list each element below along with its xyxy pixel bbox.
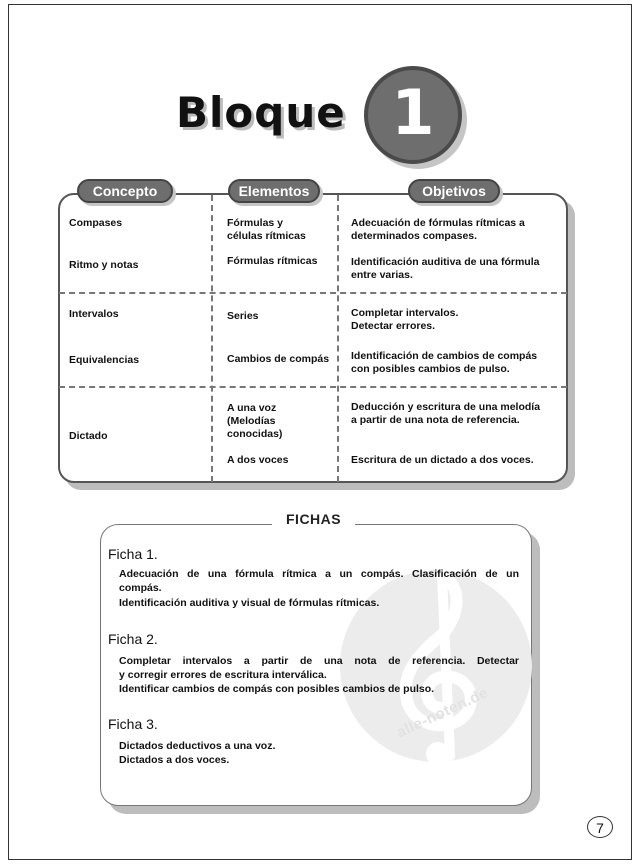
block-number-badge — [364, 66, 462, 164]
header-elementos: Elementos — [228, 179, 320, 203]
concepto-cell: Dictado — [69, 430, 108, 442]
objetivos-cell: Identificación de cambios de compás con posibles cambios de pulso. — [351, 350, 538, 375]
objetivos-cell: Completar intervalos. Detectar errores. — [351, 307, 459, 332]
objetivos-cell: Escritura de un dictado a dos voces. — [351, 454, 534, 466]
row-divider — [59, 386, 567, 388]
column-divider — [211, 195, 213, 482]
page-number: 7 — [587, 816, 613, 838]
concepto-cell: Intervalos — [69, 308, 119, 320]
ficha-heading: Ficha 3. — [108, 716, 158, 732]
watermark-text: alle-noten.de — [394, 684, 491, 742]
ficha-line: Dictados deductivos a una voz. — [119, 740, 276, 752]
ficha-line: Identificar cambios de compás con posibles cambios de pulso. — [119, 683, 435, 695]
ficha-line: Completar intervalos a partir de una nota de referencia. Detectar — [119, 655, 519, 667]
row-divider — [59, 292, 567, 294]
concepto-cell: Compases — [69, 217, 123, 229]
objetivos-cell: Adecuación de fórmulas rítmicas a determinados compases. — [351, 217, 525, 242]
page-title: Bloque — [176, 88, 346, 137]
column-divider — [337, 195, 339, 482]
ficha-line: Adecuación de una fórmula rítmica a un compás. Clasificación de un — [119, 568, 519, 580]
elementos-cell: Cambios de compás — [227, 353, 330, 365]
elementos-cell: Fórmulas y células rítmicas — [227, 217, 306, 242]
ficha-heading: Ficha 1. — [108, 546, 158, 562]
ficha-line: Identificación auditiva y visual de fórmulas rítmicas. — [119, 597, 380, 609]
header-objetivos: Objetivos — [408, 179, 500, 203]
elementos-cell: A dos voces — [227, 454, 289, 466]
objetivos-cell: Deducción y escritura de una melodía a partir de una nota de referencia. — [351, 401, 541, 426]
elementos-cell: A una voz (Melodías conocidas) — [227, 402, 283, 440]
ficha-heading: Ficha 2. — [108, 631, 158, 647]
elementos-cell: Fórmulas rítmicas — [227, 255, 318, 267]
concepto-cell: Equivalencias — [69, 354, 140, 366]
ficha-line: compás. — [119, 582, 162, 594]
block-number: 1 — [391, 76, 435, 149]
elementos-cell: Series — [227, 310, 259, 322]
objetivos-cell: Identificación auditiva de una fórmula entre varias. — [351, 256, 540, 281]
ficha-line: y corregir errores de escritura interválica. — [119, 669, 327, 681]
concepto-cell: Ritmo y notas — [69, 259, 139, 271]
header-concepto: Concepto — [77, 179, 173, 203]
ficha-line: Dictados a dos voces. — [119, 754, 230, 766]
fichas-title: FICHAS — [272, 511, 355, 527]
